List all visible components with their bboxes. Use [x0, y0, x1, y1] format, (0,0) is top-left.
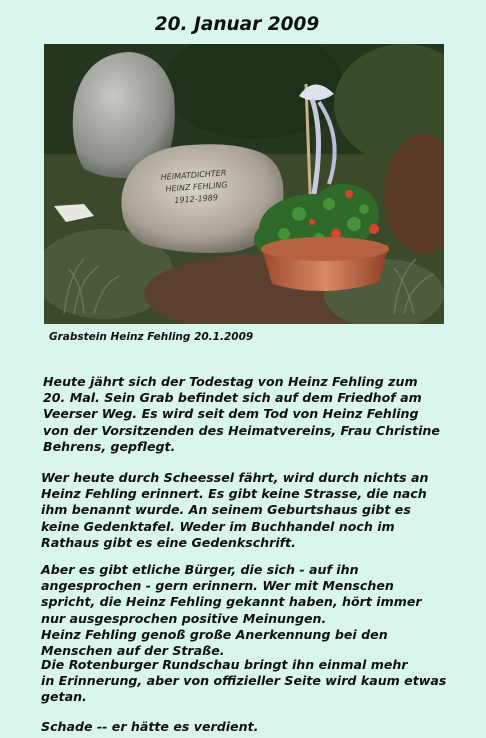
text-line: in Erinnerung, aber von offizieller Seite wird kaum etwas: [41, 673, 447, 689]
paragraph: [41, 470, 471, 551]
text-line: Wer heute durch Scheessel fährt, wird durch nichts an: [41, 470, 429, 485]
paragraph: [43, 374, 473, 455]
text-line: Heute jährt sich der Todestag von Heinz Fehling zum: [43, 374, 418, 389]
text-line: Aber es gibt etliche Bürger, die sich - auf ihn: [41, 562, 359, 577]
text-line: nur ausgesprochen positive Meinungen.: [41, 610, 327, 626]
stone-inscription-line: HEINZ FEHLING: [165, 180, 228, 194]
text-line: Behrens, gepflegt.: [43, 438, 176, 454]
grave-photo: [44, 44, 444, 324]
page-title: 20. Januar 2009: [154, 14, 320, 35]
text-line: spricht, die Heinz Fehling gekannt haben, hört immer: [41, 594, 422, 610]
text-line: Menschen auf der Straße.: [41, 643, 225, 659]
text-line: Heinz Fehling erinnert. Es gibt keine Strasse, die nach: [41, 486, 427, 502]
text-line: Veerser Weg. Es wird seit dem Tod von Heinz Fehling: [43, 406, 419, 422]
paragraph: [41, 657, 471, 706]
text-line: ihm benannt wurde. An seinem Geburtshaus gibt es: [41, 502, 411, 518]
paragraph: [41, 719, 471, 735]
image-caption: Grabstein Heinz Fehling 20.1.2009: [49, 331, 254, 343]
text-line: 20. Mal. Sein Grab befindet sich auf dem Friedhof am: [43, 390, 422, 406]
text-line: Heinz Fehling genoß große Anerkennung bei den: [41, 626, 388, 642]
text-line: Die Rotenburger Rundschau bringt ihn einmal mehr: [41, 657, 408, 672]
stone-inscription-line: 1912-1989: [174, 193, 219, 206]
paragraph: [41, 562, 471, 659]
text-line: getan.: [41, 689, 87, 705]
text-line: von der Vorsitzenden des Heimatvereins, Frau Christine: [43, 422, 440, 438]
stone-inscription-line: HEIMATDICHTER: [160, 168, 227, 182]
text-line: Rathaus gibt es eine Gedenkschrift.: [41, 534, 296, 550]
text-line: keine Gedenktafel. Weder im Buchhandel noch im: [41, 518, 395, 534]
text-line: Schade -- er hätte es verdient.: [41, 719, 259, 734]
text-line: angesprochen - gern erinnern. Wer mit Menschen: [41, 578, 394, 594]
